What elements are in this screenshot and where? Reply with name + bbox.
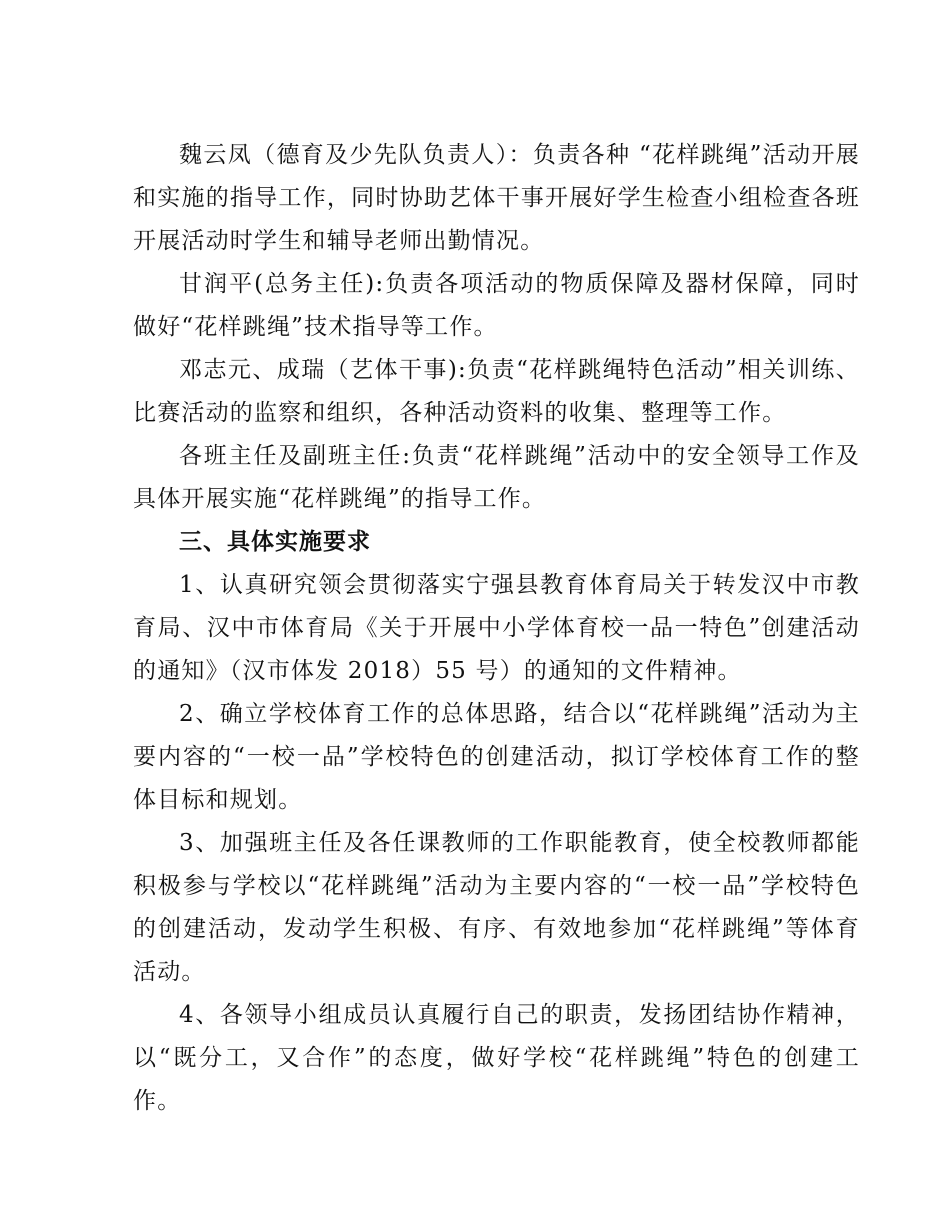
- document-body: [133, 134, 860, 1123]
- requirement-item-4: 4、各领导小组成员认真履行自己的职责，发扬团结协作精神，以“既分工，又合作”的态度，做好学校“花样跳绳”特色的创建工作。: [133, 1002, 860, 1114]
- paragraph-gan-runping-duties: 甘润平(总务主任):负责各项活动的物质保障及器材保障，同时做好“花样跳绳”技术指导等工作。: [133, 271, 860, 340]
- paragraph-deng-zhiyuan-cheng-rui-duties: 邓志元、成瑞（艺体干事):负责“花样跳绳特色活动”相关训练、比赛活动的监察和组织，各种活动资料的收集、整理等工作。: [133, 357, 860, 426]
- paragraph-class-teachers-duties: 各班主任及副班主任:负责“花样跳绳”活动中的安全领导工作及具体开展实施“花样跳绳”的指导工作。: [133, 443, 860, 512]
- requirement-item-2: 2、确立学校体育工作的总体思路，结合以“花样跳绳”活动为主要内容的“一校一品”学校特色的创建活动，拟订学校体育工作的整体目标和规划。: [133, 701, 860, 813]
- requirement-item-3: 3、加强班主任及各任课教师的工作职能教育，使全校教师都能积极参与学校以“花样跳绳”活动为主要内容的“一校一品”学校特色的创建活动，发动学生积极、有序、有效地参加“花样跳绳”等体育活动。: [133, 830, 860, 985]
- section-heading-implementation-requirements: 三、具体实施要求: [179, 529, 371, 555]
- paragraph-wei-yunfeng-duties: 魏云凤（德育及少先队负责人）：负责各种 “花样跳绳”活动开展和实施的指导工作，同时协助艺体干事开展好学生检查小组检查各班开展活动时学生和辅导老师出勤情况。: [133, 142, 860, 254]
- requirement-item-1: 1、认真研究领会贯彻落实宁强县教育体育局关于转发汉中市教育局、汉中市体育局《关于开展中小学体育校一品一特色”创建活动的通知》（汉市体发 2018）55 号）的通知的文件精神。: [133, 572, 860, 684]
